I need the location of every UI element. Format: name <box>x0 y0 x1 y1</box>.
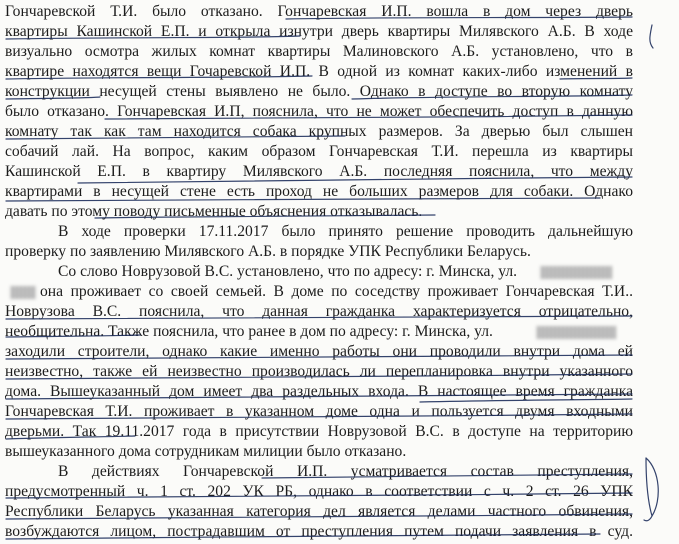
text-line: квартирами в несущей стене есть проход не больших размеров для собаки. Однако <box>5 183 633 200</box>
text-line: квартиры Кашинской Е.П. и открыла изнутри дверь квартиры Милявского А.Б. В ходе <box>5 23 633 40</box>
text-line: предусмотренный ч. 1 ст. 202 УК РБ, однако в соответствии с ч. 2 ст. 26 УПК <box>5 483 633 500</box>
text-line: конструкции несущей стены выявлено не было. Однако в доступе во вторую комнату <box>5 83 633 100</box>
text-line: собачий лай. На вопрос, каким образом Гончаревская Т.И. перешла из квартиры <box>5 143 633 160</box>
margin-bracket-stroke <box>644 458 658 521</box>
redacted-street-address <box>540 266 612 279</box>
redacted-street-address <box>536 326 616 339</box>
text-line: было отказано. Гончаревская И.П, пояснила, что не может обеспечить доступ в данную <box>5 103 633 120</box>
redacted-house-number <box>10 286 36 299</box>
text-line: необщительна. Также пояснила, что ранее в дом по адресу: г. Минска, ул. <box>5 323 493 340</box>
margin-bracket-stroke <box>650 25 653 48</box>
text-line: дверьми. Так 19.11.2017 года в присутствии Новрузовой В.С. в доступе на территорию <box>5 423 633 440</box>
text-line: комнату так как там находится собака крупных размеров. За дверью был слышен <box>5 123 633 140</box>
text-line: Республики Беларусь указанная категория дел является делами частного обвинения, <box>5 503 633 520</box>
text-line: вышеуказанного дома сотрудникам милиции было отказано. <box>5 443 407 460</box>
text-line: проверку по заявлению Милявского А.Б. в порядке УПК Республики Беларусь. <box>5 243 531 260</box>
text-line: неизвестно, также ей неизвестно производилась ли перепланировка внутри указанного <box>5 363 633 380</box>
text-line: дома. Вышеуказанный дом имеет два раздельных входа. В настоящее время гражданка <box>5 383 633 400</box>
text-line: Гончаревской Т.И. было отказано. Гончаревская И.П. вошла в дом через дверь <box>5 3 633 20</box>
text-line: Кашинской Е.П. в квартиру Милявского А.Б. последняя пояснила, что между <box>5 163 633 180</box>
text-line: Гончаревская Т.И. проживает в указанном доме одна и пользуется двумя входными <box>5 403 633 420</box>
paragraph-first-line: Со слово Новрузовой В.С. установлено, что по адресу: г. Минска, ул. <box>58 263 518 280</box>
text-line: она проживает со своей семьей. В доме по соседству проживает Гончаревская Т.И.. <box>40 283 633 300</box>
text-line: возбуждаются лицом, пострадавшим от преступления путем подачи заявления в суд. <box>5 523 633 540</box>
text-line: Новрузова В.С. пояснила, что данная гражданка характеризуется отрицательно, <box>5 303 633 320</box>
paragraph-first-line: В ходе проверки 17.11.2017 было принято решение проводить дальнейшую <box>58 223 633 240</box>
text-line: квартире находятся вещи Гочаревской И.П. В одной из комнат каких-либо изменений в <box>5 63 633 80</box>
text-line: визуально осмотра жилых комнат квартиры Малиновского А.Б. установлено, что в <box>5 43 633 60</box>
text-line: давать по этому поводу письменные объяснения отказывалась. <box>5 203 423 220</box>
paragraph-first-line: В действиях Гончаревской И.П. усматривается состав преступления, <box>58 463 633 480</box>
text-line: заходили строители, однако какие именно работы они проводили внутри дома ей <box>5 343 633 360</box>
